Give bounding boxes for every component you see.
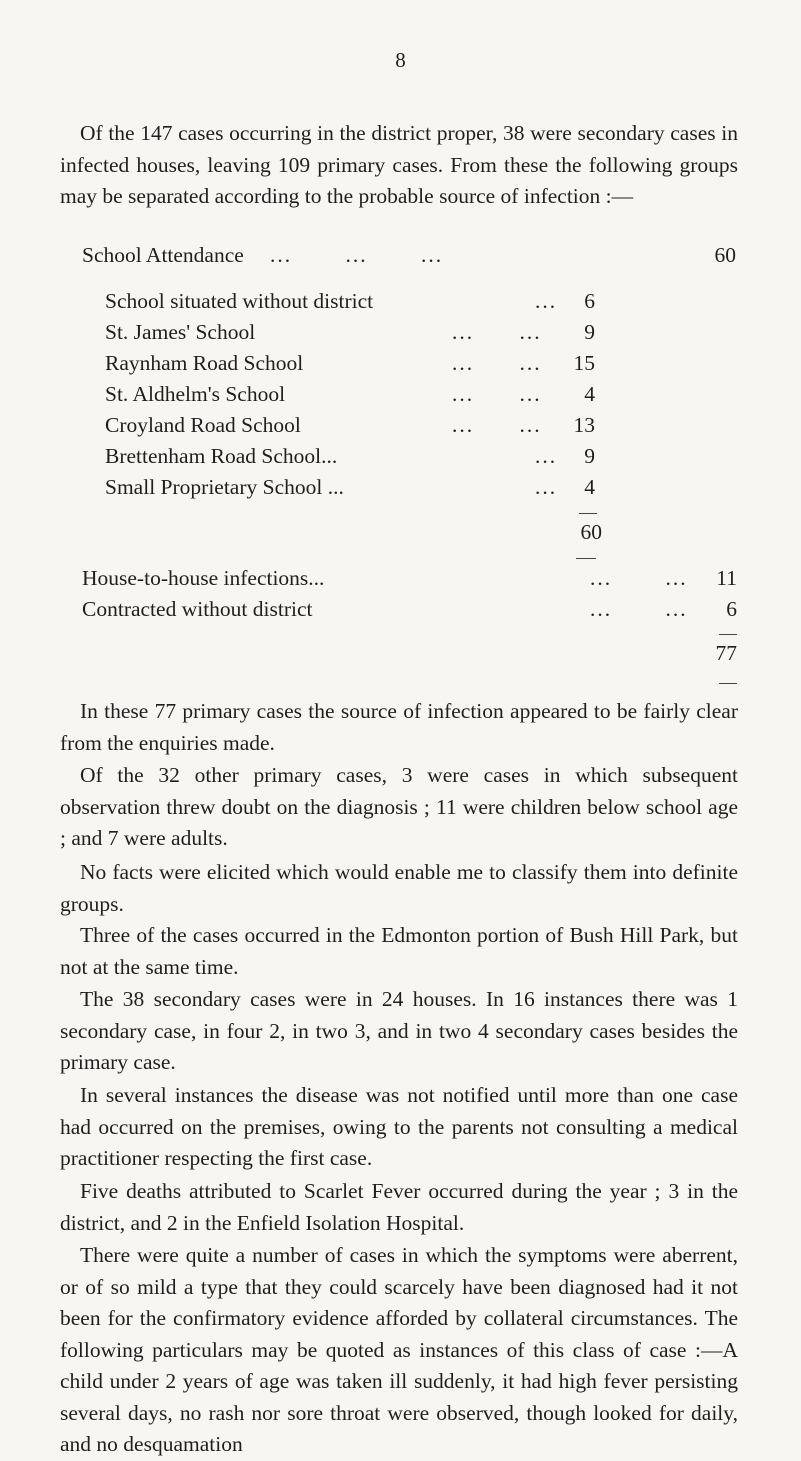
- school-label: Croyland Road School: [105, 413, 301, 437]
- school-label: St. James' School: [105, 320, 256, 344]
- subtotal-rule-top: [579, 513, 597, 514]
- body-paragraph: The 38 secondary cases were in 24 houses. In 16 instances there was 1 secondary case, in four 2, in two 3, and in two 4 secondary cases besides the primary case.: [60, 987, 738, 1074]
- total-rule-bottom: [719, 683, 737, 684]
- school-value: 4: [584, 382, 595, 406]
- row-dots: ... ... ...: [270, 243, 444, 267]
- school-label: St. Aldhelm's School: [105, 382, 286, 406]
- school-value: 4: [584, 475, 595, 499]
- school-dots: ... ...: [452, 413, 542, 437]
- body-paragraph: Three of the cases occurred in the Edmonton portion of Bush Hill Park, but not at the same time.: [60, 923, 738, 979]
- intro-paragraph: Of the 147 cases occurring in the district proper, 38 were secondary cases in infected houses, leaving 109 primary cases. From these the following groups may be separated according to the probable source of infection :—: [60, 121, 738, 208]
- body-paragraph: Five deaths attributed to Scarlet Fever occurred during the year ; 3 in the district, and 2 in the Enfield Isolation Hospital.: [60, 1179, 738, 1235]
- school-label: Small Proprietary School ...: [105, 475, 344, 499]
- total-rule-top: [719, 634, 737, 635]
- other-value: 11: [716, 566, 737, 590]
- school-dots: ...: [535, 289, 558, 313]
- other-label: Contracted without district: [82, 597, 313, 621]
- schools-total: 60: [580, 520, 602, 544]
- school-label: School situated without district: [105, 289, 374, 313]
- other-dots: ... ...: [590, 597, 688, 621]
- school-label: Raynham Road School: [105, 351, 304, 375]
- school-dots: ...: [535, 475, 558, 499]
- body-paragraph: No facts were elicited which would enable me to classify them into definite groups.: [60, 860, 738, 916]
- school-dots: ... ...: [452, 320, 542, 344]
- body-paragraph: Of the 32 other primary cases, 3 were cases in which subsequent observation threw doubt on the diagnosis ; 11 were children below school age ; and 7 were adults.: [60, 763, 738, 850]
- school-dots: ... ...: [452, 382, 542, 406]
- body-paragraph: In these 77 primary cases the source of infection appeared to be fairly clear from the enquiries made.: [60, 699, 738, 755]
- subtotal-rule-bottom: [576, 558, 596, 559]
- school-value: 9: [584, 444, 595, 468]
- school-value: 9: [584, 320, 595, 344]
- school-value: 13: [573, 413, 595, 437]
- row-label: School Attendance: [82, 243, 244, 267]
- other-value: 6: [726, 597, 737, 621]
- body-paragraph: There were quite a number of cases in which the symptoms were aberrent, or of so mild a type that they could scarcely have been diagnosed had it not been for the confirmatory evidence afforded by collateral circumstances. The following particulars may be quoted as instances of this class of case :—A child under 2 years of age was taken ill suddenly, it had high fever persisting several days, no rash nor sore throat were observed, though looked for daily, and no desquamation: [60, 1243, 738, 1456]
- other-label: House-to-house infections...: [82, 566, 325, 590]
- page-number: 8: [395, 48, 406, 72]
- school-value: 6: [584, 289, 595, 313]
- school-dots: ... ...: [452, 351, 542, 375]
- school-dots: ...: [535, 444, 558, 468]
- row-value: 60: [714, 243, 736, 267]
- other-dots: ... ...: [590, 566, 688, 590]
- school-value: 15: [573, 351, 595, 375]
- grand-total: 77: [715, 641, 737, 665]
- school-label: Brettenham Road School...: [105, 444, 338, 468]
- body-paragraph: In several instances the disease was not notified until more than one case had occurred on the premises, owing to the parents not consulting a medical practitioner respecting the first case.: [60, 1083, 738, 1170]
